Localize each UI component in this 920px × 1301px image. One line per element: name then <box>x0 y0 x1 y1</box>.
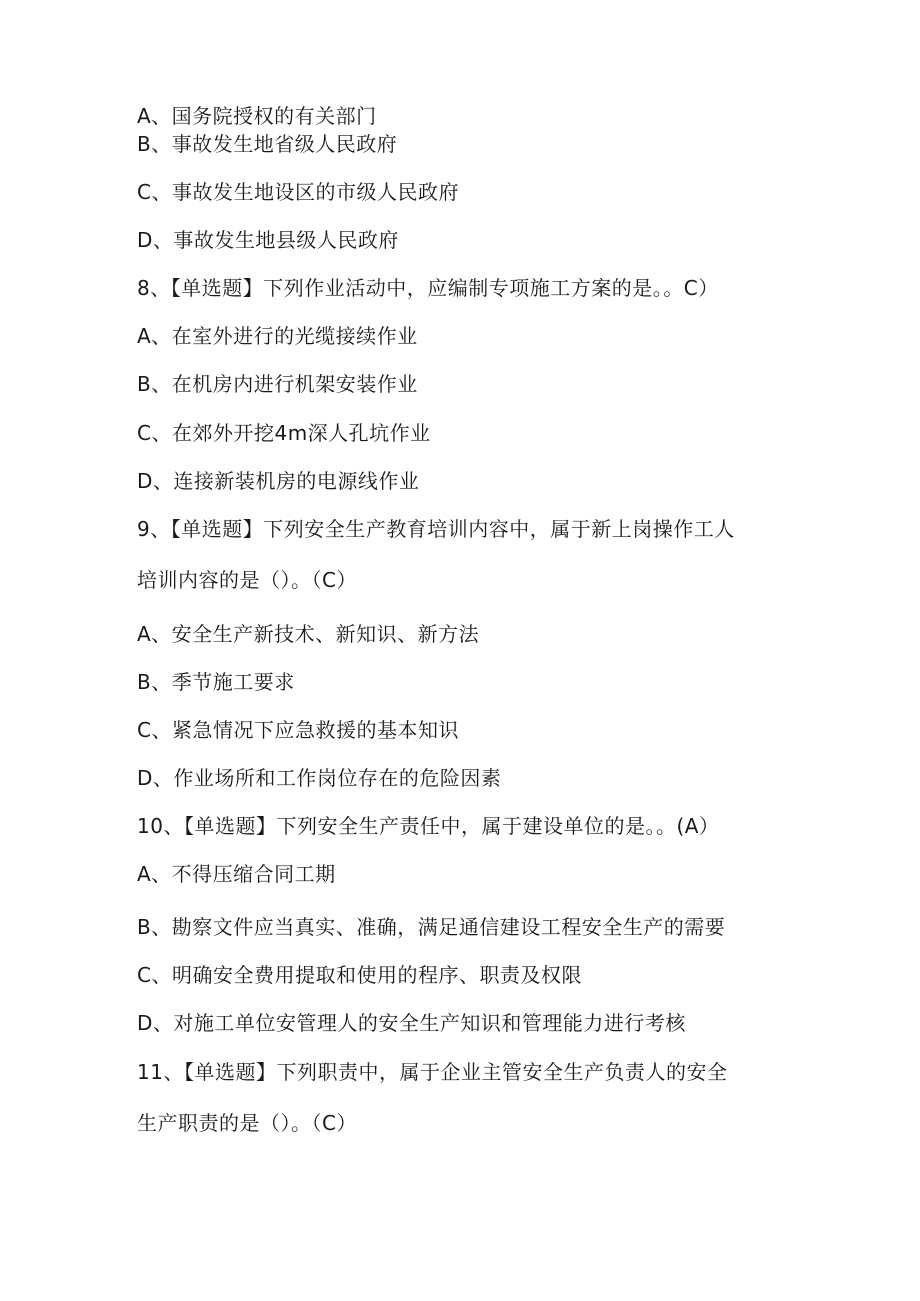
option-line: B、勘察文件应当真实、准确，满足通信建设工程安全生产的需要 <box>137 915 726 939</box>
option-line: B、季节施工要求 <box>137 670 295 694</box>
option-line: B、事故发生地省级人民政府 <box>137 132 398 156</box>
option-line: D、连接新装机房的电源线作业 <box>137 469 420 493</box>
option-line: C、在郊外开挖4m深人孔坑作业 <box>137 421 431 445</box>
option-line: D、事故发生地县级人民政府 <box>137 228 399 252</box>
option-line: B、在机房内进行机架安装作业 <box>137 372 418 396</box>
option-line: A、国务院授权的有关部门 <box>137 104 377 128</box>
question-line: 培训内容的是（）。（C） <box>137 568 357 592</box>
option-line: D、作业场所和工作岗位存在的危险因素 <box>137 766 502 790</box>
question-line: 9、【单选题】下列安全生产教育培训内容中，属于新上岗操作工人 <box>137 517 735 541</box>
option-line: A、安全生产新技术、新知识、新方法 <box>137 622 480 646</box>
question-line: 生产职责的是（）。（C） <box>137 1111 357 1135</box>
option-line: D、对施工单位安管理人的安全生产知识和管理能力进行考核 <box>137 1011 686 1035</box>
option-line: A、在室外进行的光缆接续作业 <box>137 324 418 348</box>
option-line: A、不得压缩合同工期 <box>137 862 336 886</box>
option-line: C、事故发生地设区的市级人民政府 <box>137 180 459 204</box>
question-line: 11、【单选题】下列职责中，属于企业主管安全生产负责人的安全 <box>137 1060 728 1084</box>
option-line: C、明确安全费用提取和使用的程序、职责及权限 <box>137 963 582 987</box>
option-line: C、紧急情况下应急救援的基本知识 <box>137 718 459 742</box>
question-line: 10、【单选题】下列安全生产责任中，属于建设单位的是。。(A） <box>137 814 720 838</box>
question-line: 8、【单选题】下列作业活动中，应编制专项施工方案的是。。C） <box>137 276 719 300</box>
